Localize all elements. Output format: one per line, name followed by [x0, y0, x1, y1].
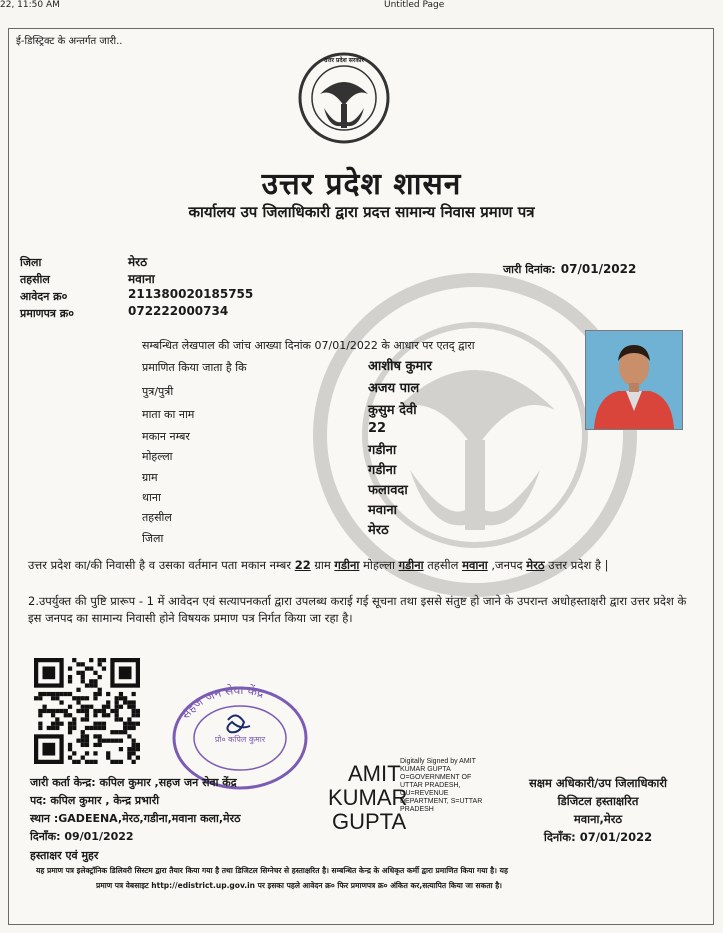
footer-line-2: प्रमाण पत्र वेबसाइट http://edistrict.up.gov.in पर इसका पहले आवेदन क्र० फिर प्रमाणपत्र क्र० अंकित कर,सत्यापित किया जा सकता है।: [96, 881, 503, 890]
sig-line: DEPARTMENT, S=UTTAR: [400, 798, 483, 805]
field-label: माता का नाम: [142, 408, 195, 421]
certificate-label: प्रमाणपत्र क्र०: [20, 307, 74, 320]
sig-details: [400, 758, 510, 814]
para-text: तहसील: [427, 558, 459, 572]
sig-name-2: KUMAR: [328, 785, 408, 810]
field-label: मकान नम्बर: [142, 430, 190, 443]
para-text: ,जनपद: [491, 558, 523, 572]
para-text: उत्तर प्रदेश है |: [548, 558, 609, 572]
district-label: जिला: [20, 256, 42, 269]
watermark-emblem-icon: [300, 270, 650, 600]
tehsil-value: मवाना: [128, 272, 155, 286]
stamp-inner-text: प्रो० कपिल कुमार: [214, 735, 266, 744]
sig-line: KUMAR GUPTA: [400, 766, 451, 773]
issue-date-value: 07/01/2022: [560, 262, 637, 276]
authority-title: सक्षम अधिकारी/उप जिलाधिकारी: [528, 776, 668, 790]
sig-line: Digitally Signed by AMIT: [400, 758, 476, 765]
intro-line-2: प्रमाणित किया जाता है कि: [142, 361, 247, 374]
field-label: पुत्र/पुत्री: [142, 385, 174, 398]
edistrict-note: ई-डिस्ट्रिक्ट के अन्तर्गत जारी..: [16, 36, 123, 47]
field-label: ग्राम: [142, 471, 158, 484]
footer-line-1: यह प्रमाण पत्र इलेक्ट्रॉनिक डिलिवरी सिस्टम द्वारा तैयार किया गया है तथा डिजिटल सिग्नेचर से हस्ताक्षरित है। सम्बन्धित केन्द्र के अधिकृत कर्मी द्वारा प्रमाणित किया गया है। यह: [36, 866, 508, 875]
field-value: फलावदा: [368, 483, 408, 498]
issuer-date: दिनाँक: 09/01/2022: [30, 830, 134, 843]
field-value: अजय पाल: [368, 381, 420, 396]
stamp-text: सहज जन सेवा केंद्र: [178, 682, 266, 722]
field-value: मवाना: [368, 503, 397, 518]
sign-label: हस्ताक्षर एवं मुहर: [30, 849, 99, 862]
field-value: कुसुम देवी: [368, 403, 417, 418]
authority-place: मवाना,मेरठ: [573, 812, 623, 826]
sig-name-1: AMIT: [348, 761, 401, 786]
field-value: 22: [368, 421, 387, 436]
field-value: गडीना: [368, 463, 397, 478]
application-value: 211380020185755: [128, 287, 254, 301]
issue-date: [503, 258, 636, 277]
field-label: तहसील: [142, 511, 172, 524]
issuer-center: जारी कर्ता केन्द्र: कपिल कुमार ,सहज जन सेवा केंद्र: [30, 776, 237, 789]
residence-paragraph: [28, 557, 694, 574]
authority-sign: डिजिटल हस्ताक्षरित: [557, 794, 639, 808]
tehsil-label: तहसील: [20, 273, 50, 286]
intro-line-1: सम्बन्धित लेखपाल की जांच आख्या दिनांक 07/01/2022 के आधार पर एतद् द्वारा: [142, 339, 475, 352]
page-title: उत्तर प्रदेश शासन: [261, 167, 462, 202]
field-label: मोहल्ला: [142, 450, 173, 463]
print-page-title: Untitled Page: [384, 0, 445, 10]
district-value: मेरठ: [128, 255, 148, 269]
para-text: मोहल्ला: [363, 558, 395, 572]
print-datetime: 22, 11:50 AM: [0, 0, 60, 10]
verification-paragraph: 2.उपर्युक्त की पुष्टि प्रारूप - 1 में आवेदन एवं सत्यापनकर्ता द्वारा उपलब्ध कराई गई सूचना तथा इससे संतुष्ट हो जाने के उपरान्त अधोहस्ताक्षरी द्वारा उत्तर प्रदेश के इस जनपद का सामान्य निवासी होने विषयक प्रमाण पत्र निर्गत किया जा रहा है।: [28, 594, 687, 625]
para-village: गडीना: [334, 558, 360, 572]
issuer-block: [30, 774, 241, 846]
para-house: 22: [294, 558, 311, 572]
issuer-post: पद: कपिल कुमार , केन्द्र प्रभारी: [30, 794, 160, 807]
sig-line: OU=REVENUE: [400, 790, 449, 797]
certificate-subtitle: कार्यालय उप जिलाधिकारी द्वारा प्रदत्त सामान्य निवास प्रमाण पत्र: [188, 203, 535, 221]
para-district: मेरठ: [526, 558, 545, 572]
application-label: आवेदन क्र०: [20, 290, 68, 303]
para-tehsil: मवाना: [462, 558, 488, 572]
field-value: गडीना: [368, 443, 397, 458]
qr-code-icon: [34, 658, 140, 764]
field-label: थाना: [142, 491, 161, 504]
issue-date-label: जारी दिनांक:: [503, 263, 556, 276]
para-text: उत्तर प्रदेश का/की निवासी है व उसका वर्तमान पता मकान नम्बर: [28, 558, 292, 572]
para-mohalla: गडीना: [398, 558, 424, 572]
sig-line: PRADESH: [400, 806, 434, 813]
certificate-value: 072222000734: [128, 304, 229, 318]
applicant-photo: [585, 330, 683, 430]
field-name-value: आशीष कुमार: [368, 359, 432, 374]
authority-block: [508, 774, 688, 846]
issuer-place: स्थान :GADEENA,मेरठ,गडीना,मवाना कला,मेरठ: [30, 812, 241, 825]
para-text: ग्राम: [314, 558, 331, 572]
person-icon: [586, 331, 682, 429]
sig-line: O=GOVERNMENT OF: [400, 774, 472, 781]
sig-line: UTTAR PRADESH,: [400, 782, 461, 789]
sig-name-3: GUPTA: [332, 809, 407, 834]
emblem-text: उत्तर प्रदेश सरकार: [324, 57, 364, 64]
authority-date: दिनाँक: 07/01/2022: [543, 830, 653, 844]
up-emblem-icon: [296, 52, 392, 144]
field-label: जिला: [142, 532, 164, 545]
field-value: मेरठ: [368, 523, 389, 538]
